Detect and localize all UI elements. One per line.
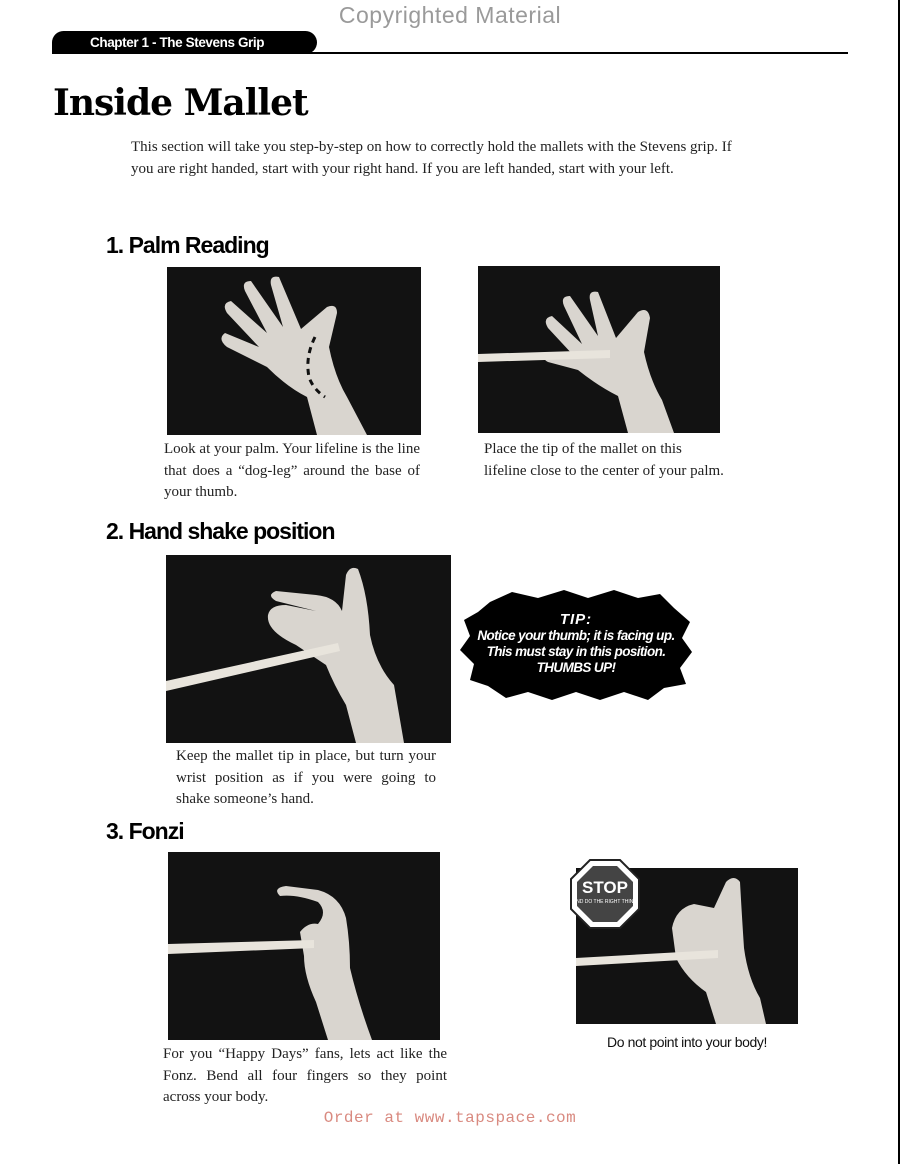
stop-sign-label: STOP	[582, 878, 628, 897]
intro-paragraph: This section will take you step-by-step on how to correctly hold the mallets with the Stevens grip. If you are right handed, start with your right hand. If you are left handed, start with your left.	[131, 139, 732, 177]
section-heading-palm-reading: 1. Palm Reading	[106, 232, 269, 258]
tip-text: Notice your thumb; it is facing up. This must stay in this position. THUMBS UP!	[477, 628, 675, 675]
stop-sign-icon	[569, 858, 641, 930]
order-footer: Order at www.tapspace.com	[323, 1109, 577, 1127]
caption-fonzi: For you “Happy Days” fans, lets act like the Fonz. Bend all four fingers so they point across your body.	[163, 1046, 447, 1105]
tip-title: TIP:	[559, 611, 593, 628]
caption-stop-warning: Do not point into your body!	[606, 1034, 768, 1050]
page-title: Inside Mallet	[53, 82, 308, 124]
section-heading-hand-shake: 2. Hand shake position	[106, 518, 335, 544]
stop-sign-sublabel: AND DO THE RIGHT THING	[572, 899, 638, 905]
caption-hand-shake: Keep the mallet tip in place, but turn your wrist position as if you were going to shake someone’s hand.	[176, 748, 436, 807]
caption-palm-lifeline: Look at your palm. Your lifeline is the line that does a “dog-leg” around the base of your thumb.	[164, 441, 420, 500]
section-heading-fonzi: 3. Fonzi	[106, 818, 184, 844]
photo-hand-shake-position	[166, 555, 451, 743]
photo-fonzi-grip	[168, 852, 440, 1040]
header-rule	[300, 52, 848, 54]
copyright-watermark: Copyrighted Material	[338, 2, 562, 28]
tip-callout	[460, 588, 692, 700]
photo-mallet-on-lifeline	[478, 266, 720, 433]
photo-palm-lifeline	[167, 267, 421, 435]
caption-mallet-on-lifeline: Place the tip of the mallet on this lifeline close to the center of your palm.	[484, 441, 724, 479]
chapter-header-tab: Chapter 1 - The Stevens Grip	[52, 31, 317, 54]
